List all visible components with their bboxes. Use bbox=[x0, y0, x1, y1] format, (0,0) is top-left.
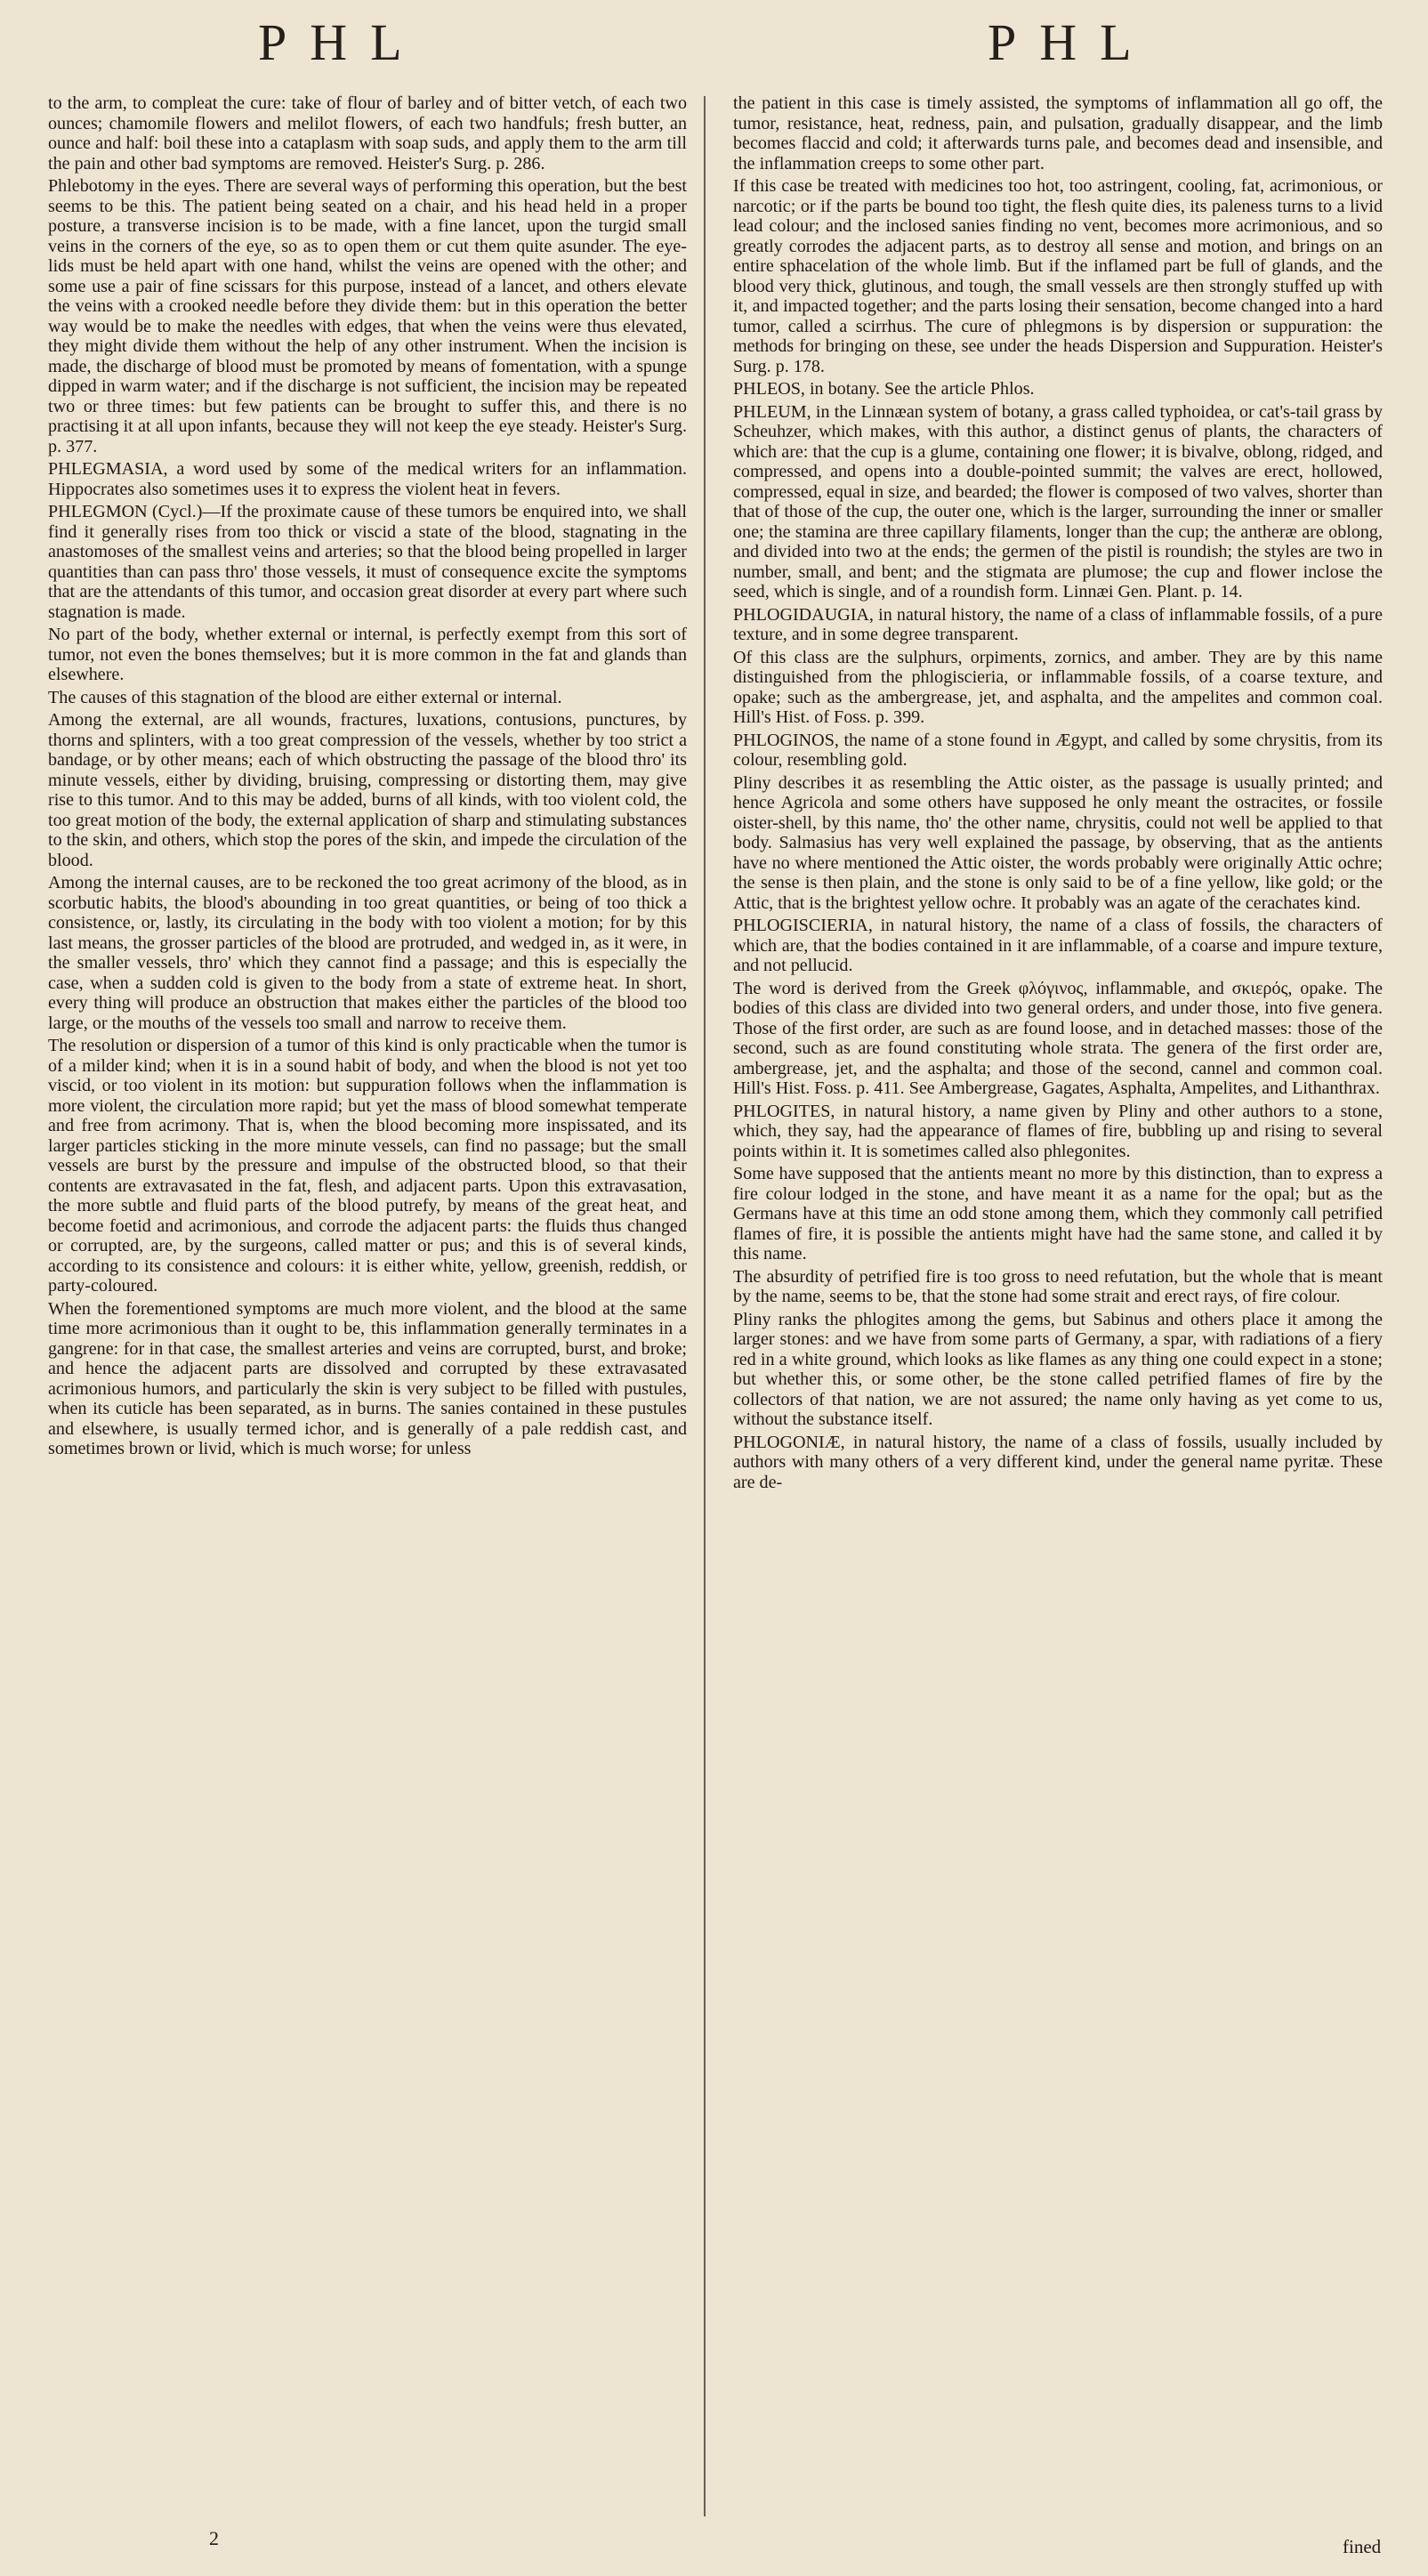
paragraph: Some have supposed that the antients meant no more by this distinction, than to express a fire colour lodged in the stone, and have meant it as a name for the opal; but as the Germans have at this time an odd stone among them, which they commonly call petrified flames of fire, it is possible the antients might have had the same stone, and called it by this name. bbox=[733, 1164, 1383, 1264]
dictionary-entry: PHLEGMASIA, a word used by some of the medical writers for an inflammation. Hippocrates also sometimes uses it to express the violent heat in fevers. bbox=[48, 459, 687, 499]
dictionary-entry: PHLEOS, in botany. See the article Phlos. bbox=[733, 379, 1035, 399]
paragraph: If this case be treated with medicines too hot, too astringent, cooling, fat, acrimonious, or narcotic; or if the parts be bound too tight, the flesh quite dies, its paleness turns to a livid lead colour; and the inclosed sanies finding no vent, becomes more acrimonious, and so greatly corrodes the adjacent parts, as to destroy all sense and motion, and brings on an entire sphacelation of the whole limb. But if the inflamed part be full of glands, and the blood very thick, glutinous, and tough, the small vessels are then strongly stuffed up with it, and impacted together; and the parts losing their sensation, become changed into a hard tumor, called a scirrhus. The cure of phlegmons is by dispersion or suppuration: the methods for bringing on these, see under the heads Dispersion and Suppuration. Heister's Surg. p. 178. bbox=[733, 176, 1383, 376]
paragraph: When the forementioned symptoms are much more violent, and the blood at the same time more acrimonious than it ought to be, this inflammation generally terminates in a gangrene: for in that case, the smallest arteries and veins are corrupted, burst, and broke; and hence the adjacent parts are dissolved and corrupted by these extravasated acrimonious humors, and particularly the skin is very subject to be filled with pustules, when its cuticle has been separated, as in burns. The sanies contained in these pustules and elsewhere, is usually termed ichor, and is generally of a pale reddish cast, and sometimes brown or livid, which is much worse; for unless bbox=[48, 1298, 687, 1458]
paragraph: The causes of this stagnation of the blood are either external or internal. bbox=[48, 687, 562, 707]
paragraph: The word is derived from the Greek φλόγινος, inflammable, and σκιερός, opake. The bodies of this class are divided into two general orders, and under those, into five genera. Those of the first order, are such as are found loose, and in detached masses: those of the second, such as are found constituting whole strata. The genera of the first order are, ambergrease, jet, and the asphalta; and those of the second, cannel and common coal. Hill's Hist. Foss. p. 411. See Ambergrease, Gagates, Asphalta, Ampelites, and Lithanthrax. bbox=[733, 978, 1383, 1098]
catchword: fined bbox=[1343, 2536, 1382, 2557]
paragraph: Pliny ranks the phlogites among the gems, but Sabinus and others place it among the larger stones: and we have from some parts of Germany, a spar, with radiations of a fiery red in a white ground, which looks as like flames as any thing one could expect in a stone; but whether this, or some other, be the stone called petrified flames of fire by the collectors of that nation, we are not assured; the name only having as yet come to us, without the substance itself. bbox=[733, 1309, 1383, 1429]
dictionary-entry: PHLOGIDAUGIA, in natural history, the name of a class of inflammable fossils, of a pure texture, and in some degree transparent. bbox=[733, 604, 1383, 644]
dictionary-entry: PHLOGINOS, the name of a stone found in Ægypt, and called by some chrysitis, from its colour, resembling gold. bbox=[733, 730, 1383, 770]
dictionary-entry: PHLOGITES, in natural history, a name given by Pliny and other authors to a stone, which, they say, had the appearance of flames of fire, bubbling up and rising to several points within it. It is sometimes called also phlegonites. bbox=[733, 1101, 1383, 1161]
running-head-right: PHL bbox=[988, 13, 1155, 71]
page-number: 2 bbox=[209, 2527, 219, 2549]
paragraph: Among the external, are all wounds, fractures, luxations, contusions, punctures, by thorns and splinters, with a too great compression of the vessels, whether by too strict a bandage, or by other means; each of which obstructing the passage of the blood thro' its minute vessels, either by dividing, bruising, compressing or distorting them, may give rise to this tumor. And to this may be added, burns of all kinds, with too violent cold, the too great motion of the body, the external application of sharp and stimulating substances to the skin, and others, which stop the pores of the skin, and impede the circulation of the blood. bbox=[48, 710, 687, 870]
right-column bbox=[733, 93, 1383, 2558]
column-rule bbox=[704, 96, 706, 2516]
dictionary-entry: PHLOGONIÆ, in natural history, the name of a class of fossils, usually included by authors with many others of a very different kind, under the general name pyritæ. These are de- bbox=[733, 1432, 1383, 1492]
paragraph: The absurdity of petrified fire is too gross to need refutation, but the whole that is meant by the name, seems to be, that the stone had some strait and erect rays, of fire colour. bbox=[733, 1266, 1383, 1306]
paragraph: the patient in this case is timely assisted, the symptoms of inflammation all go off, the tumor, resistance, heat, redness, pain, and pulsation, gradually disappear, and the limb becomes flaccid and cold; it afterwards turns pale, and becomes dead and insensible, and the inflammation creeps to some other part. bbox=[733, 93, 1383, 174]
paragraph: Of this class are the sulphurs, orpiments, zornics, and amber. They are by this name distinguished from the phlogiscieria, or inflammable fossils, of a coarse texture, and opake; such as the ambergrease, jet, and asphalta, and the ampelites and common coal. Hill's Hist. of Foss. p. 399. bbox=[733, 647, 1383, 727]
paragraph: Pliny describes it as resembling the Attic oister, as the passage is usually printed; and hence Agricola and some others have supposed he only meant the ostracites, or fossile oister-shell, by this name, tho' the other name, chrysitis, could not well be applied to that body. Salmasius has very well explained the passage, by observing, that as the antients have no where mentioned the Attic oister, the words probably were originally Attic ochre; the sense is then plain, and the stone is only said to be of a fine yellow, like gold; or the Attic, that is the brightest yellow ochre. It probably was an agate of the cerachates kind. bbox=[733, 772, 1383, 913]
left-column bbox=[48, 93, 687, 2558]
paragraph: No part of the body, whether external or internal, is perfectly exempt from this sort of tumor, not even the bones themselves; but it is more common in the fat and glands than elsewhere. bbox=[48, 625, 687, 684]
paragraph: to the arm, to compleat the cure: take of flour of barley and of bitter vetch, of each two ounces; chamomile flowers and melilot flowers, of each two handfuls; fresh butter, an ounce and half: boil these into a cataplasm with soap suds, and apply them to the arm till the pain and other bad symptoms are removed. Heister's Surg. p. 286. bbox=[48, 93, 687, 174]
dictionary-entry: Phlebotomy in the eyes. There are several ways of performing this operation, but the best seems to be this. The patient being seated on a chair, and his head held in a proper posture, a transverse incision is to be made, with a fine lancet, upon the turgid small veins in the corners of the eye, so as to open them or cut them quite asunder. The eye-lids must be held apart with one hand, whilst the veins are opened with the other; and some use a pair of fine scissars for this purpose, instead of a lancet, and others elevate the veins with a crooked needle before they divide them: but in this operation the better way would be to make the needles with edges, that when the veins were thus elevated, they might divide them without the help of any other instrument. When the incision is made, the discharge of blood must be promoted by means of fomentation, with a spunge dipped in warm water; and if the discharge is not sufficient, the incision may be repeated two or three times: but few patients can be brought to suffer this, and there is no practising it at all upon infants, because they will not keep the eye steady. Heister's Surg. p. 377. bbox=[48, 176, 687, 456]
dictionary-entry: PHLEUM, in the Linnæan system of botany, a grass called typhoidea, or cat's-tail grass by Scheuhzer, which makes, with this author, a distinct genus of plants, the characters of which are: that the cup is a glume, containing one flower; it is bivalve, oblong, ridged, and compressed, and opens into a double-pointed summit; the valves are erect, hollowed, compressed, equal in size, and bearded; the flower is composed of two valves, shorter than that of those of the cup, the outer one, which is the larger, surrounding the inner or smaller one; the stamina are three capillary filaments, longer than the cup; the antheræ are oblong, and divided into two at the ends; the germen of the pistil is roundish; the styles are two in number, small, and bent; and the stigmata are plumose; the cup and flower inclose the seed, which is single, and of a roundish form. Linnæi Gen. Plant. p. 14. bbox=[733, 401, 1383, 602]
running-head-left: PHL bbox=[258, 13, 425, 71]
dictionary-entry: PHLEGMON (Cycl.)—If the proximate cause of these tumors be enquired into, we shall find it generally rises from too thick or viscid a state of the blood, stagnating in the anastomoses of the smallest veins and arteries; so that the blood being propelled in larger quantities than can pass thro' those vessels, it must of consequence excite the symptoms that are the attendants of this tumor, and occasion great disorder at every part where such stagnation is made. bbox=[48, 502, 687, 622]
dictionary-entry: PHLOGISCIERIA, in natural history, the name of a class of fossils, the characters of which are, that the bodies contained in it are inflammable, of a coarse and impure texture, and not pellucid. bbox=[733, 916, 1383, 975]
paragraph: Among the internal causes, are to be reckoned the too great acrimony of the blood, as in scorbutic habits, the blood's abounding in too great quantities, or being of too thick a consistence, or, lastly, its circulating in the body with too violent a motion; for by this last means, the grosser particles of the blood are protruded, and wedged in, as it were, in the smaller vessels, thro' which they cannot find a passage; and this is especially the case, when a sudden cold is given to the body from a state of extreme heat. In short, every thing will produce an obstruction that makes either the particles of the blood too large, or the mouths of the vessels too small and narrow to receive them. bbox=[48, 873, 687, 1033]
paragraph: The resolution or dispersion of a tumor of this kind is only practicable when the tumor is of a milder kind; when it is in a sound habit of body, and when the blood is not yet too viscid, or too violent in its motion: but suppuration follows when the inflammation is more violent, the circulation more rapid; but yet the mass of blood somewhat temperate and free from acrimony. That is, when the blood becoming more inspissated, and its larger particles sticking in the more minute vessels, can find no passage; but the small vessels are burst by the pressure and impulse of the obstructed blood, so that their contents are extravasated in the fat, flesh, and adjacent parts. Upon this extravasation, the more subtle and fluid parts of the blood putrefy, by means of the great heat, and become foetid and acrimonious, and corrode the adjacent parts: the fluids thus changed or corrupted, are, by the surgeons, called matter or pus; and this is of several kinds, according to its consistence and colours: it is either white, yellow, greenish, reddish, or party-coloured. bbox=[48, 1036, 687, 1296]
